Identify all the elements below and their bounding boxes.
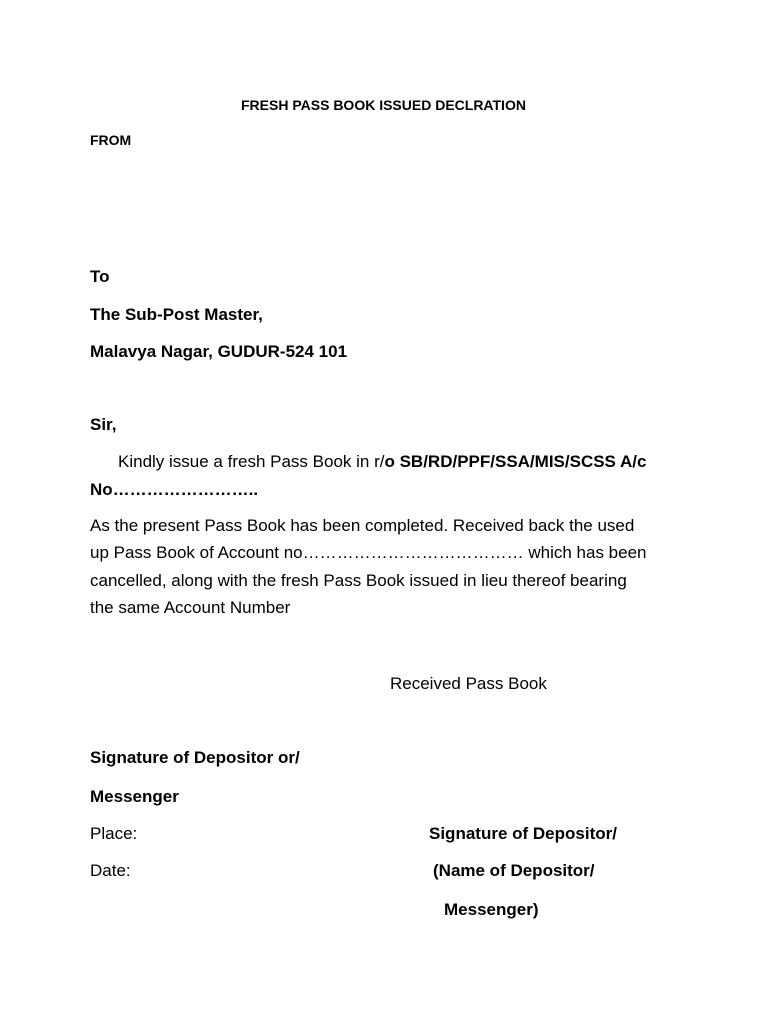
place-label: Place: bbox=[90, 824, 138, 843]
request-text: Kindly issue a fresh Pass Book in r/ bbox=[118, 452, 385, 471]
date-label: Date: bbox=[90, 861, 131, 880]
depositor-signature-label: Signature of Depositor or/ bbox=[90, 748, 300, 767]
account-types: o SB/RD/PPF/SSA/MIS/SCSS A/c bbox=[384, 452, 647, 471]
depositor-signature-right: Signature of Depositor/ bbox=[429, 824, 617, 843]
body-paragraph-line-2: up Pass Book of Account no………………………………… which has been bbox=[90, 543, 647, 562]
from-label: FROM bbox=[90, 132, 132, 148]
document-title: FRESH PASS BOOK ISSUED DECLRATION bbox=[241, 97, 526, 113]
salutation: Sir, bbox=[90, 415, 117, 434]
messenger-name-label: Messenger) bbox=[444, 900, 539, 919]
messenger-label: Messenger bbox=[90, 787, 179, 806]
request-line bbox=[118, 452, 646, 472]
received-pass-book-label: Received Pass Book bbox=[390, 674, 547, 693]
body-paragraph-line-4: the same Account Number bbox=[90, 598, 291, 617]
account-number-blank: No…………………….. bbox=[90, 480, 259, 499]
body-paragraph-line-3: cancelled, along with the fresh Pass Book issued in lieu thereof bearing bbox=[90, 571, 627, 590]
recipient-title: The Sub-Post Master, bbox=[90, 305, 263, 324]
to-label: To bbox=[90, 267, 110, 286]
recipient-address: Malavya Nagar, GUDUR-524 101 bbox=[90, 342, 348, 361]
depositor-name-label: (Name of Depositor/ bbox=[433, 861, 595, 880]
body-paragraph-line-1: As the present Pass Book has been completed. Received back the used bbox=[90, 516, 635, 535]
